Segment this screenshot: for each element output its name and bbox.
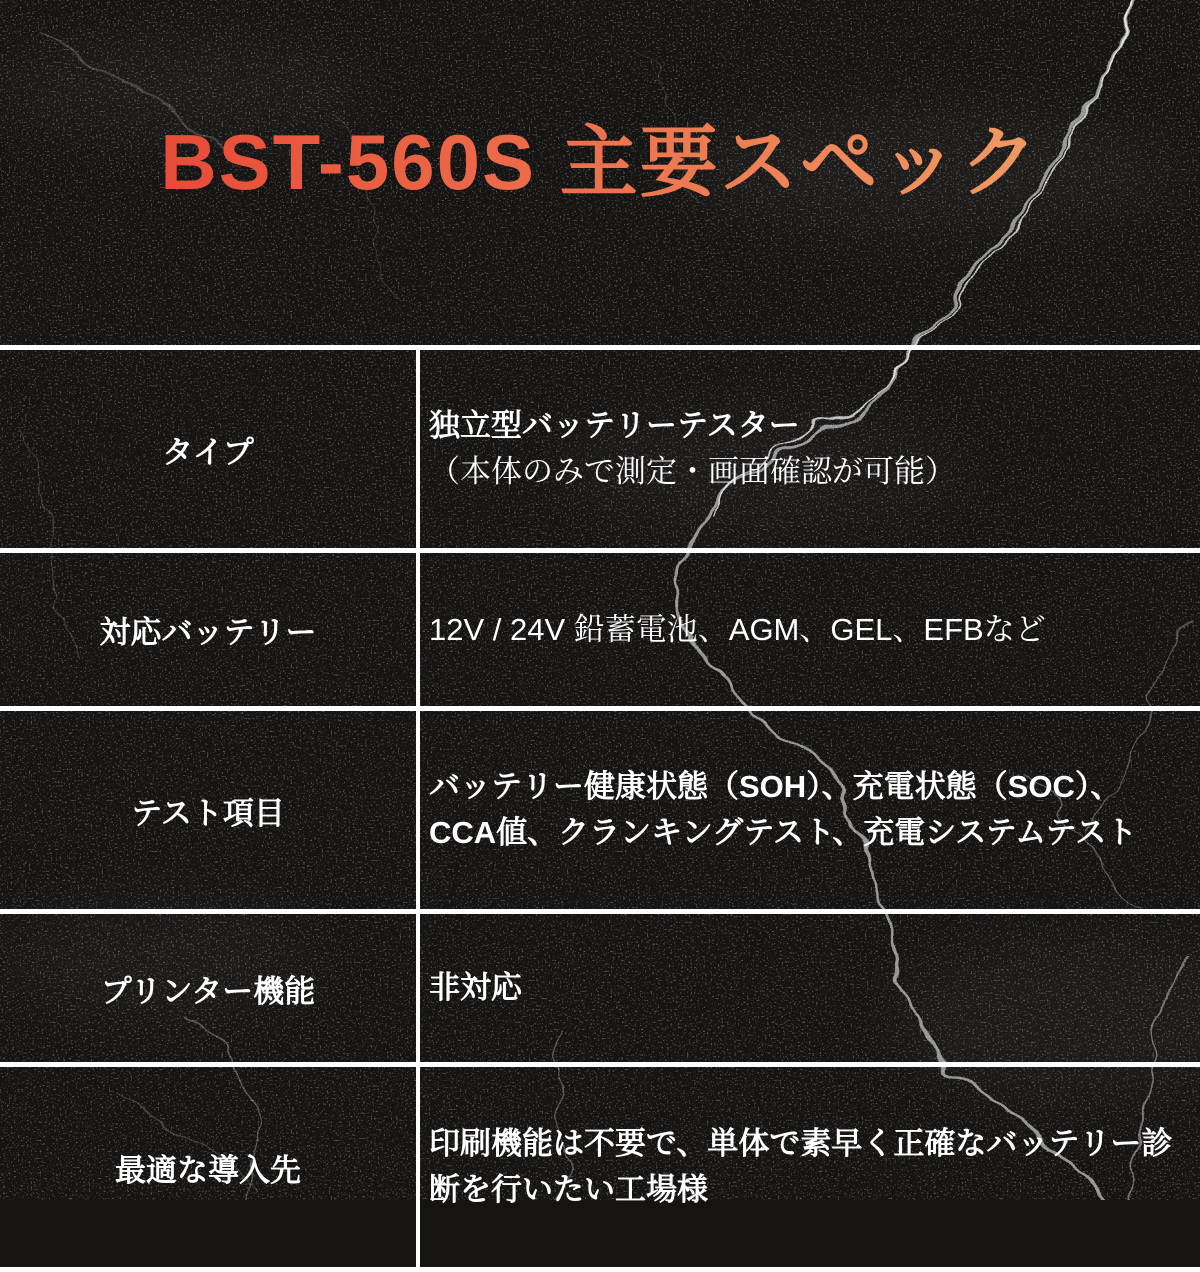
spec-label-printer: プリンター機能 <box>0 912 418 1065</box>
table-row-printer <box>0 912 1200 1065</box>
table-row-tests <box>0 709 1200 912</box>
spec-value-type-note: （本体のみで測定・画面確認が可能） <box>429 454 956 489</box>
table-row-type <box>0 348 1200 551</box>
spec-value-tests: バッテリー健康状態（SOH）、充電状態（SOC）、CCA値、クランキングテスト、充電システムテスト <box>418 709 1200 912</box>
spec-label-type: タイプ <box>0 348 418 551</box>
spec-value-printer: 非対応 <box>418 912 1200 1065</box>
page-title: BST-560S 主要スペック <box>160 116 1040 210</box>
spec-label-battery: 対応バッテリー <box>0 551 418 709</box>
spec-label-target: 最適な導入先 <box>0 1065 418 1270</box>
spec-table <box>0 345 1200 1272</box>
spec-label-tests: テスト項目 <box>0 709 418 912</box>
spec-value-battery: 12V / 24V 鉛蓄電池、AGM、GEL、EFBなど <box>418 551 1200 709</box>
table-row-target <box>0 1065 1200 1270</box>
title-wrap <box>0 116 1200 210</box>
table-row-battery <box>0 551 1200 709</box>
spec-value-type-main: 独立型バッテリーテスター <box>429 408 800 444</box>
spec-value-target: 印刷機能は不要で、単体で素早く正確なバッテリー診断を行いたい工場様 <box>418 1065 1200 1270</box>
spec-value-type <box>418 348 1200 551</box>
